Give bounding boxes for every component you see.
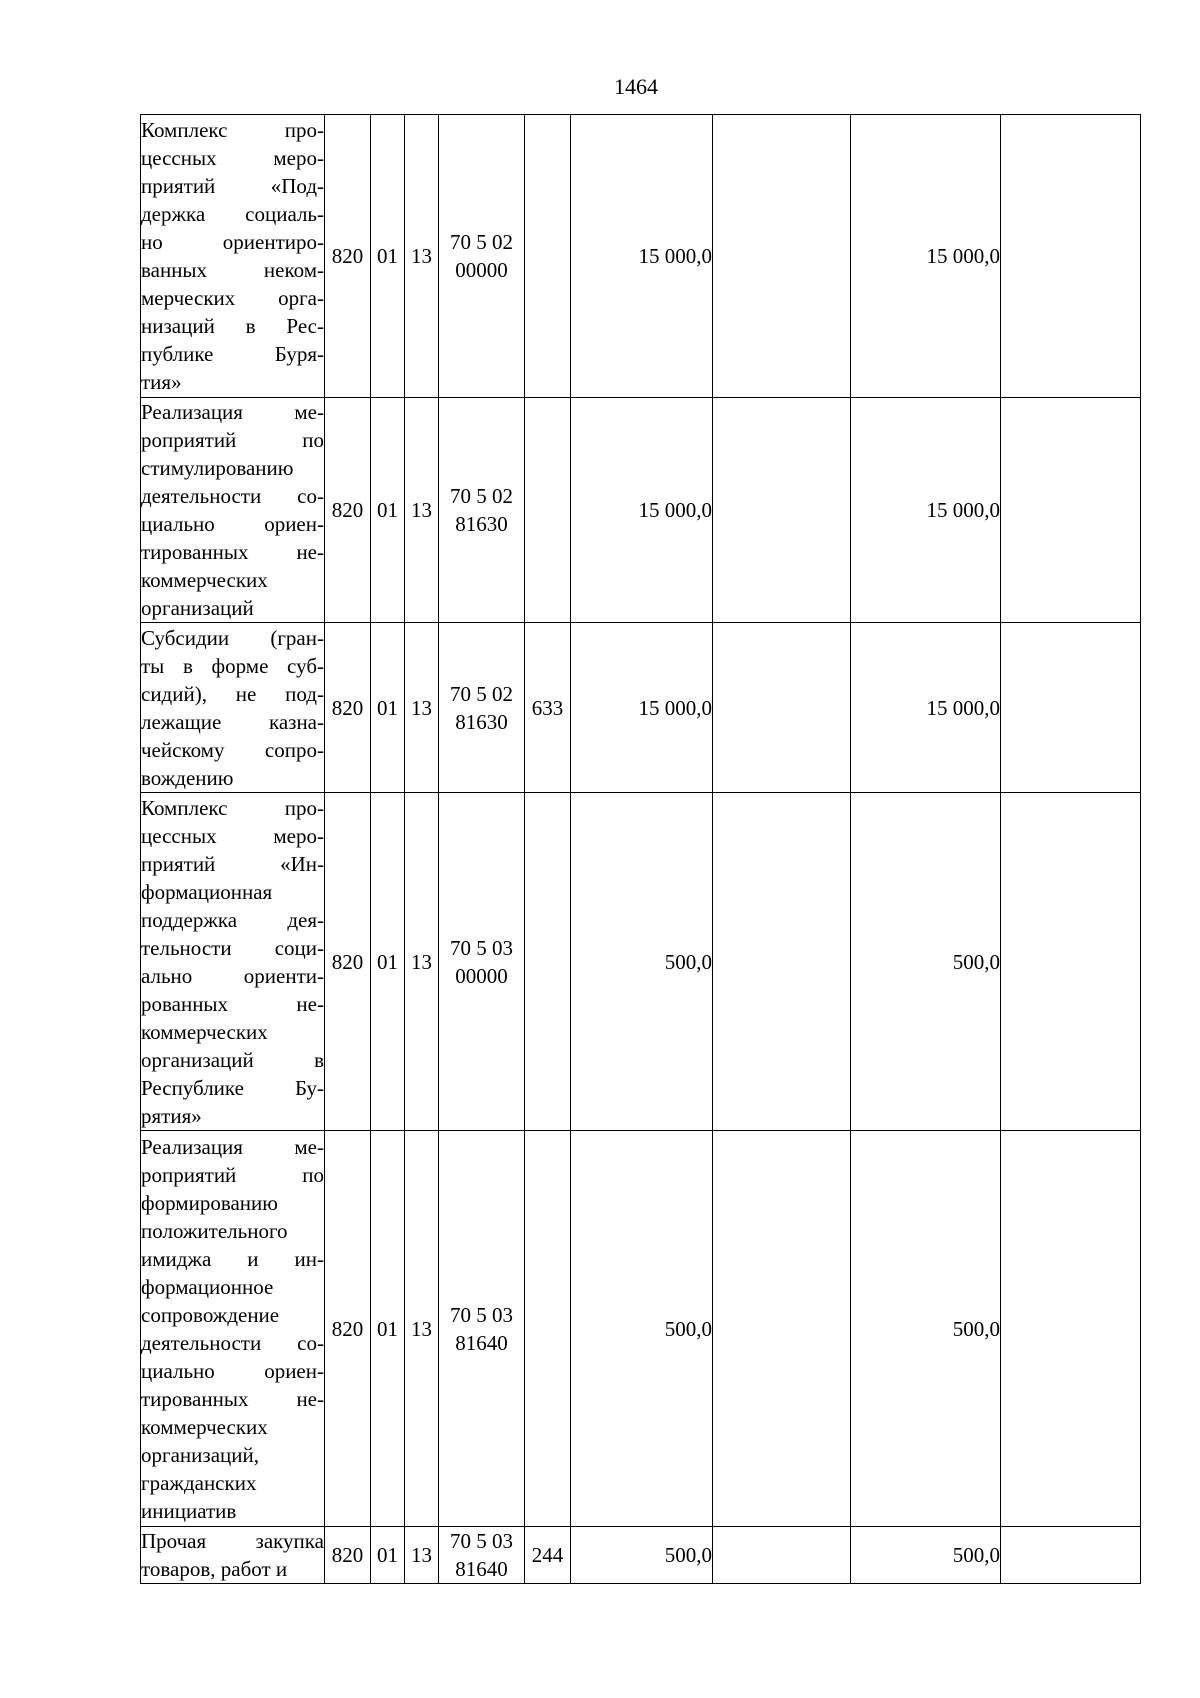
- item-name-line: имиджа и ин-: [141, 1246, 324, 1271]
- item-name-line: коммерческих: [141, 1414, 268, 1439]
- item-name-line: деятельности со-: [141, 1330, 324, 1355]
- amount-cell: [713, 1527, 851, 1584]
- item-name-line: организаций: [141, 596, 254, 620]
- item-name-line: ванных неком-: [141, 258, 324, 282]
- item-name-line: положительного: [141, 1218, 288, 1243]
- item-name-line: Республике Бу-: [141, 1075, 324, 1100]
- amount-cell: [713, 1131, 851, 1527]
- amount-cell: [1001, 1527, 1141, 1584]
- item-name-line: держка социаль-: [141, 202, 324, 226]
- amount-cell: 500,0: [571, 1527, 713, 1584]
- expense-type-cell: 633: [525, 623, 571, 793]
- item-name-line: коммерческих: [141, 1019, 268, 1044]
- item-name-line: приятий «Ин-: [141, 851, 324, 876]
- item-name-cell: [141, 398, 325, 623]
- table-row: [141, 793, 1141, 1131]
- section-code-cell: 01: [371, 398, 405, 623]
- amount-cell: 15 000,0: [851, 623, 1001, 793]
- table-row: [141, 1527, 1141, 1584]
- amount-cell: [1001, 115, 1141, 398]
- item-name-line: стимулированию: [141, 456, 294, 480]
- amount-cell: 500,0: [571, 1131, 713, 1527]
- item-name-line: организаций,: [141, 1442, 259, 1467]
- item-name-line: лежащие казна-: [141, 709, 324, 734]
- ministry-code-cell: 820: [325, 793, 371, 1131]
- amount-cell: [1001, 1131, 1141, 1527]
- amount-cell: 15 000,0: [851, 398, 1001, 623]
- item-name-cell: [141, 1131, 325, 1527]
- item-name-line: роприятий по: [141, 428, 324, 452]
- target-article-cell: [439, 623, 525, 793]
- section-code-cell: 01: [371, 1131, 405, 1527]
- amount-cell: 500,0: [851, 1527, 1001, 1584]
- budget-table: [140, 114, 1141, 1584]
- amount-cell: [713, 623, 851, 793]
- target-article-line: 70 5 03: [450, 1529, 513, 1553]
- item-name-line: Реализация ме-: [141, 400, 324, 424]
- item-name-line: коммерческих: [141, 568, 268, 592]
- target-article-cell: [439, 1527, 525, 1584]
- item-name-line: тированных не-: [141, 540, 324, 564]
- section-code-cell: 01: [371, 623, 405, 793]
- item-name-line: Субсидии (гран-: [141, 625, 324, 650]
- item-name-cell: [141, 1527, 325, 1584]
- item-name-line: формированию: [141, 1190, 278, 1215]
- item-name-line: тия»: [141, 370, 182, 394]
- section-code-cell: 01: [371, 793, 405, 1131]
- subsection-code-cell: 13: [405, 1131, 439, 1527]
- target-article-line: 70 5 03: [450, 935, 513, 960]
- item-name-line: Комплекс про-: [141, 795, 324, 820]
- target-article-line: 81640: [455, 1330, 508, 1355]
- item-name-line: Реализация ме-: [141, 1134, 324, 1159]
- target-article-line: 81630: [455, 512, 508, 536]
- expense-type-cell: 244: [525, 1527, 571, 1584]
- amount-cell: 15 000,0: [571, 623, 713, 793]
- item-name-line: рованных не-: [141, 991, 324, 1016]
- item-name-line: формационное: [141, 1274, 274, 1299]
- item-name-line: сидий), не под-: [141, 681, 324, 706]
- item-name-cell: [141, 115, 325, 398]
- expense-type-cell: [525, 398, 571, 623]
- section-code-cell: 01: [371, 115, 405, 398]
- item-name-line: товаров, работ и: [141, 1557, 288, 1581]
- subsection-code-cell: 13: [405, 623, 439, 793]
- subsection-code-cell: 13: [405, 793, 439, 1131]
- target-article-line: 70 5 02: [450, 230, 513, 254]
- item-name-line: Прочая закупка: [141, 1529, 324, 1553]
- amount-cell: [713, 793, 851, 1131]
- amount-cell: 500,0: [851, 1131, 1001, 1527]
- item-name-line: ально ориенти-: [141, 963, 324, 988]
- target-article-line: 70 5 03: [450, 1302, 513, 1327]
- target-article-cell: [439, 1131, 525, 1527]
- ministry-code-cell: 820: [325, 115, 371, 398]
- item-name-line: но ориентиро-: [141, 230, 324, 254]
- ministry-code-cell: 820: [325, 398, 371, 623]
- target-article-line: 81640: [455, 1557, 508, 1581]
- target-article-line: 00000: [455, 258, 508, 282]
- amount-cell: [713, 115, 851, 398]
- table-row: [141, 1131, 1141, 1527]
- section-code-cell: 01: [371, 1527, 405, 1584]
- item-name-line: роприятий по: [141, 1162, 324, 1187]
- ministry-code-cell: 820: [325, 1527, 371, 1584]
- amount-cell: [713, 398, 851, 623]
- item-name-line: сопровождение: [141, 1302, 280, 1327]
- item-name-line: цессных меро-: [141, 146, 324, 170]
- amount-cell: 15 000,0: [851, 115, 1001, 398]
- amount-cell: 15 000,0: [571, 398, 713, 623]
- item-name-line: чейскому сопро-: [141, 737, 324, 762]
- item-name-line: вождению: [141, 765, 234, 790]
- target-article-line: 70 5 02: [450, 681, 513, 706]
- item-name-line: тельности соци-: [141, 935, 324, 960]
- item-name-line: низаций в Рес-: [141, 314, 324, 338]
- amount-cell: 15 000,0: [571, 115, 713, 398]
- item-name-line: публике Буря-: [141, 342, 324, 366]
- expense-type-cell: [525, 115, 571, 398]
- item-name-cell: [141, 623, 325, 793]
- item-name-line: Комплекс про-: [141, 118, 324, 142]
- amount-cell: [1001, 793, 1141, 1131]
- ministry-code-cell: 820: [325, 1131, 371, 1527]
- item-name-line: организаций в: [141, 1047, 324, 1072]
- item-name-line: цессных меро-: [141, 823, 324, 848]
- item-name-line: инициатив: [141, 1498, 237, 1523]
- expense-type-cell: [525, 1131, 571, 1527]
- target-article-cell: [439, 793, 525, 1131]
- target-article-cell: [439, 115, 525, 398]
- item-name-line: мерческих орга-: [141, 286, 324, 310]
- item-name-line: циально ориен-: [141, 512, 324, 536]
- target-article-line: 70 5 02: [450, 484, 513, 508]
- target-article-line: 00000: [455, 963, 508, 988]
- item-name-line: приятий «Под-: [141, 174, 324, 198]
- amount-cell: 500,0: [851, 793, 1001, 1131]
- subsection-code-cell: 13: [405, 398, 439, 623]
- item-name-line: поддержка дея-: [141, 907, 324, 932]
- table-row: [141, 398, 1141, 623]
- table-row: [141, 115, 1141, 398]
- item-name-line: рятия»: [141, 1103, 202, 1128]
- table-row: [141, 623, 1141, 793]
- page-number: 1464: [614, 74, 658, 99]
- item-name-cell: [141, 793, 325, 1131]
- target-article-line: 81630: [455, 709, 508, 734]
- item-name-line: циально ориен-: [141, 1358, 324, 1383]
- item-name-line: ты в форме суб-: [141, 653, 324, 678]
- subsection-code-cell: 13: [405, 1527, 439, 1584]
- item-name-line: тированных не-: [141, 1386, 324, 1411]
- amount-cell: 500,0: [571, 793, 713, 1131]
- item-name-line: деятельности со-: [141, 484, 324, 508]
- item-name-line: гражданских: [141, 1470, 257, 1495]
- subsection-code-cell: 13: [405, 115, 439, 398]
- item-name-line: формационная: [141, 879, 273, 904]
- amount-cell: [1001, 398, 1141, 623]
- amount-cell: [1001, 623, 1141, 793]
- expense-type-cell: [525, 793, 571, 1131]
- target-article-cell: [439, 398, 525, 623]
- ministry-code-cell: 820: [325, 623, 371, 793]
